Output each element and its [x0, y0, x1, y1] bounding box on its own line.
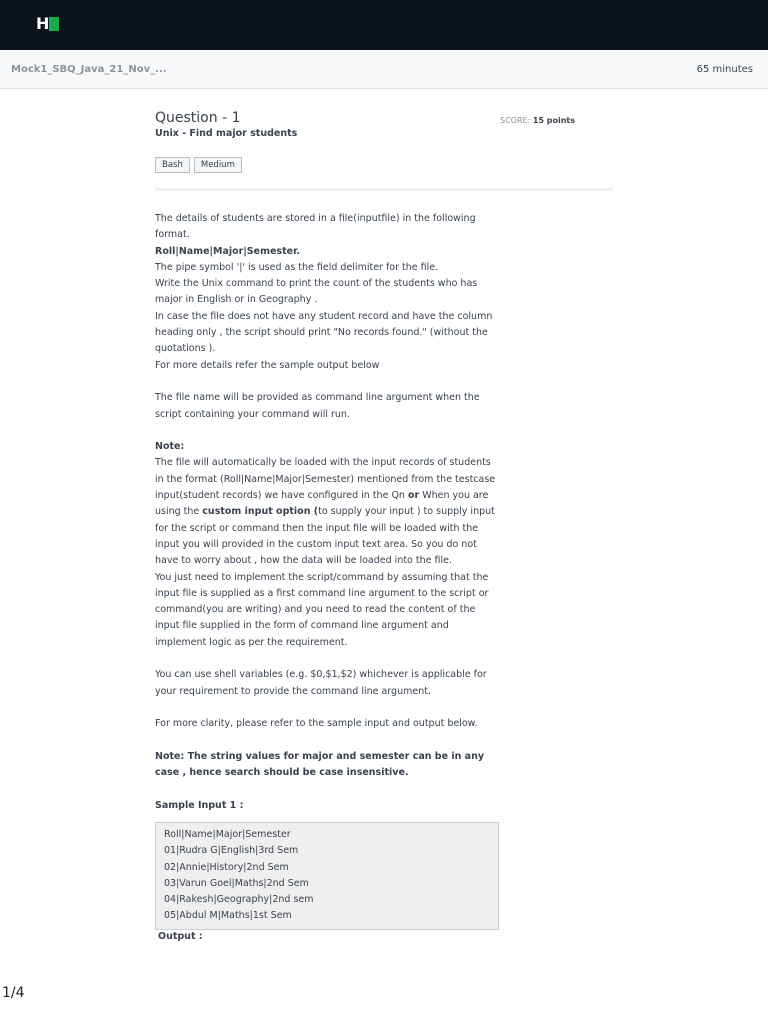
question-subtitle: Unix - Find major students [155, 128, 298, 139]
sample-line: 03|Varun Goel|Maths|2nd Sem [164, 877, 309, 889]
statement-paragraph: You can use shell variables (e.g. $0,$1,$2) whichever is applicable for your requirement to provide the command line argument. [155, 669, 487, 697]
sample-line: 05|Abdul M|Maths|1st Sem [164, 910, 292, 922]
question-content [155, 108, 615, 944]
score-display [500, 116, 575, 125]
logo-letter: H [36, 14, 50, 33]
statement-paragraph: For more details refer the sample output below [155, 359, 380, 371]
statement-paragraph: The details of students are stored in a file(inputfile) in the following format. [155, 213, 476, 241]
score-value: 15 points [532, 116, 575, 125]
logo-block-icon [49, 17, 59, 31]
problem-statement [155, 211, 500, 814]
score-label: SCORE: [500, 116, 531, 125]
note-paragraph: The file will automatically be loaded with the input records of students in the format (Roll|Name|Major|Semester) mentioned from the testcase input(student records) we have configured in the Qn or When you are using the custom input option (to supply your input ) to supply input for the script or command then the input file will be loaded with the input you will provided in the custom input text area. So you do not have to worry about , how the data will be loaded into the file. [155, 457, 496, 567]
statement-paragraph: Write the Unix command to print the count of the students who has major in English or in Geography . [155, 278, 478, 306]
test-duration: 65 minutes [696, 64, 753, 75]
tag-difficulty: Medium [194, 157, 242, 173]
statement-paragraph: In case the file does not have any student record and have the column heading only , the script should print "No records found." (without the quotations ). [155, 310, 493, 355]
sample-line: 01|Rudra G|English|3rd Sem [164, 845, 299, 857]
format-line: Roll|Name|Major|Semester. [155, 245, 301, 257]
note-paragraph: You just need to implement the script/command by assuming that the input file is supplied as a first command line argument to the script or command(you are writing) and you need to read the content of the input file supplied in the form of command line argument and implement logic as per the requirement. [155, 571, 489, 648]
statement-paragraph: The pipe symbol '|' is used as the field delimiter for the file. [155, 261, 439, 273]
statement-paragraph: For more clarity, please refer to the sample input and output below. [155, 718, 478, 730]
divider [155, 188, 613, 191]
sample-line: 02|Annie|History|2nd Sem [164, 861, 289, 873]
note-heading: Note: [155, 441, 185, 453]
sample-line: Roll|Name|Major|Semester [164, 828, 291, 840]
tag-language: Bash [155, 157, 190, 173]
sample-input-label: Sample Input 1 : [155, 799, 244, 811]
page-number: 1/4 [2, 985, 25, 1001]
question-title: Question - 1 [155, 110, 241, 126]
question-tags [155, 157, 615, 173]
test-info-bar [0, 50, 768, 89]
sample-line: 04|Rakesh|Geography|2nd sem [164, 894, 314, 906]
output-label: Output : [158, 930, 203, 942]
statement-paragraph: The file name will be provided as command line argument when the script containing your command will run. [155, 392, 480, 420]
top-navbar [0, 0, 768, 50]
sample-input-box [155, 822, 499, 930]
test-name: Mock1_SBQ_Java_21_Nov_... [11, 64, 167, 75]
case-note: Note: The string values for major and semester can be in any case , hence search should be case insensitive. [155, 750, 485, 779]
hackerrank-logo[interactable] [36, 16, 62, 34]
